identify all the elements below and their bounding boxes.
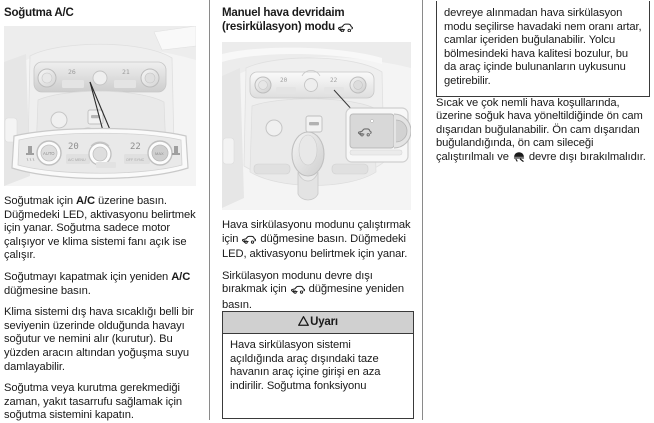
svg-text:22: 22 xyxy=(330,77,338,84)
svg-text:MAX: MAX xyxy=(155,151,164,156)
air-recirculation-icon xyxy=(291,285,305,299)
heading-line-1: Manuel hava devridaim xyxy=(222,7,345,19)
warning-triangle-icon xyxy=(298,316,309,329)
warning-box-body: Hava sirkülasyon sistemi açıldığında araç dışındaki taze havanın araç içine girişi en aza indirilir. Soğutma fonksiyonu xyxy=(230,339,381,392)
svg-text:20: 20 xyxy=(280,77,288,84)
text-segment: düğmesine yeniden basın. xyxy=(222,283,404,311)
text-segment: Hava sirkülasyonu modunu çalıştırmak için xyxy=(222,219,411,245)
text-segment: Soğutmak için xyxy=(4,195,76,207)
text-segment: üzerine basın. Düğmedeki LED, aktivasyonu belirtmek için yanar. Soğutma sadece motor çalışıyor ve klima sistemi fanı açık ise çalışır. xyxy=(4,195,196,262)
heading-line-2: (resirkülasyon) modu xyxy=(222,21,335,33)
paragraph-cooling-1 xyxy=(4,195,200,263)
text-segment: Sıcak ve çok nemli hava koşullarında, üzerine soğuk hava yöneltildiğinde ön cam dışarıdan buğulanabilir. Ön cam dışarıdan buğulandığında, ön cam sileceği çalıştırılmalı ve xyxy=(436,96,643,163)
svg-text:AUTO: AUTO xyxy=(43,151,55,156)
section-heading-recirculation xyxy=(222,0,414,36)
enlarged-climate-panel xyxy=(12,129,188,179)
text-segment: düğmesine basın. Düğmedeki LED, aktivasyonu belirtmek için yanar. xyxy=(222,232,408,261)
svg-text:26: 26 xyxy=(68,68,76,76)
column-divider-2 xyxy=(422,0,423,420)
svg-text:A/C MENU: A/C MENU xyxy=(68,158,86,162)
warning-box xyxy=(222,311,414,419)
column-divider-1 xyxy=(209,0,210,420)
text-bold-ac: A/C xyxy=(171,270,191,283)
text-bold-ac: A/C xyxy=(75,195,95,207)
paragraph-cooling-2 xyxy=(4,271,200,298)
warning-box-header xyxy=(223,312,413,334)
figure-climate-control-console xyxy=(4,26,196,186)
section-heading-cooling: Soğutma A/C xyxy=(4,7,74,19)
paragraph-recirc-1 xyxy=(222,219,414,262)
svg-text:OFF SYNC: OFF SYNC xyxy=(126,158,145,162)
gear-console-illustration xyxy=(222,42,411,210)
column-right xyxy=(436,0,650,420)
figure-recirculation-button-console xyxy=(222,42,411,210)
air-recirculation-icon xyxy=(242,235,256,249)
temp-display-right: 22 xyxy=(130,142,141,152)
paragraph-cooling-4: Soğutma veya kurutma gerekmediği zaman, yakıt tasarrufu sağlamak için soğutma sistemini kapatın. xyxy=(4,382,182,422)
climate-console-illustration xyxy=(4,26,196,186)
windshield-defrost-icon xyxy=(513,151,525,167)
paragraph-cooling-3: Klima sistemi dış hava sıcaklığı belli bir seviyenin üzerinde olduğunda havayı soğutur ve nemini alır (kurutur). Bu yüzden aracın altından yoğuşma suyu damlayabilir. xyxy=(4,306,194,373)
paragraph-recirc-2 xyxy=(222,270,414,313)
callout-recirculation-button xyxy=(346,108,411,162)
text-segment: Soğutmayı kapatmak için yeniden xyxy=(4,270,172,283)
climate-strip xyxy=(250,70,374,98)
text-segment: devre dışı bırakılmalıdır. xyxy=(525,150,646,163)
upper-control-strip xyxy=(34,62,166,92)
warning-box-continuation: devreye alınmadan hava sirkülasyon modu seçilirse havadaki nem oranı artar, camlar içeriden buğulanabilir. Yolcu bölmesindeki hava kalitesi bozulur, bu da araç içinde bulunanların uykusunu getirebilir. xyxy=(436,1,650,97)
text-segment: Sirkülasyon modunu devre dışı bırakmak için xyxy=(222,269,373,296)
text-segment: düğmesine basın. xyxy=(4,284,91,297)
column-middle xyxy=(222,0,414,420)
paragraph-right-1 xyxy=(436,97,650,167)
air-recirculation-icon xyxy=(338,22,353,36)
svg-text:21: 21 xyxy=(122,68,130,76)
column-left xyxy=(4,0,200,420)
temp-display-left: 20 xyxy=(68,142,79,152)
warning-box-title: Uyarı xyxy=(310,316,338,328)
